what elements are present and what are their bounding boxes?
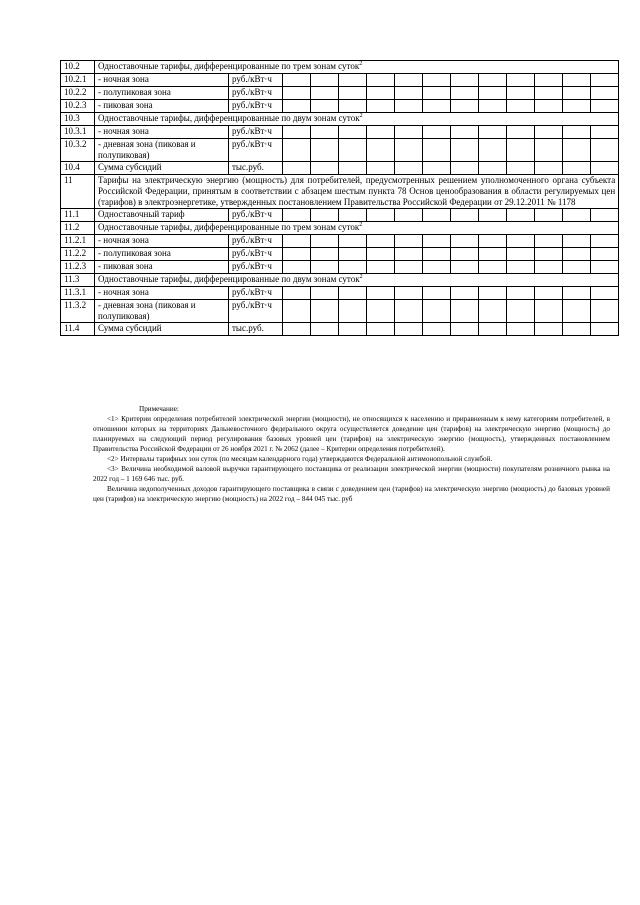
empty-value-cell xyxy=(339,100,367,113)
empty-value-cell xyxy=(507,162,535,175)
empty-value-cell xyxy=(283,209,311,222)
empty-value-cell xyxy=(395,248,423,261)
table-body xyxy=(61,61,619,336)
empty-value-cell xyxy=(395,162,423,175)
empty-value-cell xyxy=(283,87,311,100)
empty-value-cell xyxy=(423,300,451,323)
row-unit: руб./кВт·ч xyxy=(229,261,283,274)
empty-value-cell xyxy=(283,139,311,162)
empty-value-cell xyxy=(535,126,563,139)
empty-value-cell xyxy=(423,126,451,139)
row-unit: руб./кВт·ч xyxy=(229,100,283,113)
empty-value-cell xyxy=(367,87,395,100)
empty-value-cell xyxy=(283,126,311,139)
empty-value-cell xyxy=(563,209,591,222)
table-section-row xyxy=(61,222,619,235)
empty-value-cell xyxy=(507,323,535,336)
empty-value-cell xyxy=(479,261,507,274)
row-unit: руб./кВт·ч xyxy=(229,74,283,87)
note-1: <1> Критерии определения потребителей электрической энергии (мощности), не относящихся к населению и приравненным к нему категориям потребителей, в отношении которых на территориях Дальневосточного федерального округа осуществляется доведение цен (тарифов) на электрическую энергию (мощность) до планируемых на следующий период регулирования базовых уровней цен (тарифов) на электрическую энергию (мощность), утвержденных постановлением Правительства Российской Федерации от 26 ноября 2021 г. № 2062 (далее – Критерии определения потребителей). xyxy=(93,415,610,453)
empty-value-cell xyxy=(367,323,395,336)
section-heading xyxy=(95,113,619,126)
row-number: 10.3 xyxy=(61,113,95,126)
empty-value-cell xyxy=(507,100,535,113)
row-number: 11.3 xyxy=(61,274,95,287)
empty-value-cell xyxy=(451,300,479,323)
table-section-row xyxy=(61,175,619,209)
empty-value-cell xyxy=(451,261,479,274)
empty-value-cell xyxy=(591,209,619,222)
empty-value-cell xyxy=(311,100,339,113)
empty-value-cell xyxy=(591,323,619,336)
empty-value-cell xyxy=(423,248,451,261)
empty-value-cell xyxy=(395,323,423,336)
empty-value-cell xyxy=(535,162,563,175)
row-number: 11 xyxy=(61,175,95,209)
note-4: Величина недополученных доходов гарантирующего поставщика в связи с доведением цен (тарифов) на электрическую энергию (мощность) до базовых уровней цен (тарифов) на электрическую энергию (мощность) на 2022 год – 844 045 тыс. руб xyxy=(93,485,610,503)
empty-value-cell xyxy=(367,126,395,139)
empty-value-cell xyxy=(479,300,507,323)
empty-value-cell xyxy=(451,248,479,261)
row-number: 10.2.3 xyxy=(61,100,95,113)
empty-value-cell xyxy=(451,162,479,175)
empty-value-cell xyxy=(591,162,619,175)
empty-value-cell xyxy=(535,323,563,336)
empty-value-cell xyxy=(591,300,619,323)
empty-value-cell xyxy=(507,87,535,100)
row-name: Сумма субсидий xyxy=(95,323,229,336)
empty-value-cell xyxy=(507,139,535,162)
row-number: 11.2 xyxy=(61,222,95,235)
empty-value-cell xyxy=(451,235,479,248)
row-unit: руб./кВт·ч xyxy=(229,235,283,248)
tariff-table-container xyxy=(60,60,616,336)
empty-value-cell xyxy=(563,261,591,274)
empty-value-cell xyxy=(591,248,619,261)
row-number: 10.4 xyxy=(61,162,95,175)
row-name: - ночная зона xyxy=(95,74,229,87)
empty-value-cell xyxy=(367,248,395,261)
empty-value-cell xyxy=(311,287,339,300)
empty-value-cell xyxy=(479,162,507,175)
row-name: - ночная зона xyxy=(95,235,229,248)
empty-value-cell xyxy=(563,248,591,261)
empty-value-cell xyxy=(283,323,311,336)
empty-value-cell xyxy=(451,323,479,336)
empty-value-cell xyxy=(563,323,591,336)
empty-value-cell xyxy=(423,235,451,248)
row-number: 10.2.2 xyxy=(61,87,95,100)
table-section-row xyxy=(61,113,619,126)
empty-value-cell xyxy=(311,139,339,162)
row-name: Сумма субсидий xyxy=(95,162,229,175)
empty-value-cell xyxy=(367,139,395,162)
row-name: Одноставочный тариф xyxy=(95,209,229,222)
empty-value-cell xyxy=(423,209,451,222)
empty-value-cell xyxy=(339,139,367,162)
row-number: 11.4 xyxy=(61,323,95,336)
empty-value-cell xyxy=(591,287,619,300)
empty-value-cell xyxy=(339,74,367,87)
footnote-marker: 2 xyxy=(359,222,363,228)
empty-value-cell xyxy=(479,74,507,87)
empty-value-cell xyxy=(535,74,563,87)
row-number: 11.2.2 xyxy=(61,248,95,261)
empty-value-cell xyxy=(339,235,367,248)
empty-value-cell xyxy=(339,162,367,175)
empty-value-cell xyxy=(451,126,479,139)
empty-value-cell xyxy=(395,100,423,113)
empty-value-cell xyxy=(367,162,395,175)
empty-value-cell xyxy=(451,74,479,87)
empty-value-cell xyxy=(451,87,479,100)
empty-value-cell xyxy=(591,100,619,113)
table-row xyxy=(61,248,619,261)
section-heading-text: Одноставочные тарифы, дифференцированные по двум зонам суток xyxy=(98,113,360,123)
empty-value-cell xyxy=(591,139,619,162)
table-row xyxy=(61,261,619,274)
empty-value-cell xyxy=(395,209,423,222)
empty-value-cell xyxy=(339,248,367,261)
empty-value-cell xyxy=(479,100,507,113)
empty-value-cell xyxy=(591,87,619,100)
empty-value-cell xyxy=(283,100,311,113)
empty-value-cell xyxy=(339,300,367,323)
empty-value-cell xyxy=(283,261,311,274)
empty-value-cell xyxy=(367,235,395,248)
section-heading-text: Одноставочные тарифы, дифференцированные по двум зонам суток xyxy=(98,274,360,284)
section-heading-text: Тарифы на электрическую энергию (мощность) для потребителей, предусмотренных решением уполномоченного органа субъекта Российской Федерации, принятым в соответствии с абзацем шестым пункта 78 Основ ценообразования в области регулируемых цен (тарифов) в электроэнергетике, утвержденных постановлением Правительства Российской Федерации от 29.12.2011 № 1178 xyxy=(98,175,616,207)
empty-value-cell xyxy=(507,287,535,300)
empty-value-cell xyxy=(563,74,591,87)
empty-value-cell xyxy=(311,74,339,87)
note-2: <2> Интервалы тарифных зон суток (по месяцам календарного года) утверждаются Федеральной антимонопольной службой. xyxy=(107,455,493,463)
empty-value-cell xyxy=(339,323,367,336)
empty-value-cell xyxy=(563,287,591,300)
row-name: - пиковая зона xyxy=(95,100,229,113)
tariff-table xyxy=(60,60,619,336)
empty-value-cell xyxy=(395,74,423,87)
empty-value-cell xyxy=(283,300,311,323)
empty-value-cell xyxy=(311,248,339,261)
empty-value-cell xyxy=(367,74,395,87)
row-name: - дневная зона (пиковая и полупиковая) xyxy=(95,139,229,162)
note-3: <3> Величина необходимой валовой выручки гарантирующего поставщика от реализации электрической энергии (мощности) покупателям розничного рынка на 2022 год – 1 169 646 тыс. руб. xyxy=(93,465,610,483)
empty-value-cell xyxy=(563,300,591,323)
empty-value-cell xyxy=(563,162,591,175)
table-row xyxy=(61,209,619,222)
row-name: - пиковая зона xyxy=(95,261,229,274)
table-row xyxy=(61,87,619,100)
section-heading xyxy=(95,61,619,74)
empty-value-cell xyxy=(311,87,339,100)
empty-value-cell xyxy=(535,235,563,248)
row-unit: руб./кВт·ч xyxy=(229,248,283,261)
empty-value-cell xyxy=(507,126,535,139)
empty-value-cell xyxy=(563,139,591,162)
empty-value-cell xyxy=(395,87,423,100)
empty-value-cell xyxy=(367,300,395,323)
row-number: 10.2.1 xyxy=(61,74,95,87)
empty-value-cell xyxy=(423,139,451,162)
row-unit: руб./кВт·ч xyxy=(229,139,283,162)
empty-value-cell xyxy=(283,248,311,261)
empty-value-cell xyxy=(535,300,563,323)
footnote-marker: 2 xyxy=(359,61,363,67)
row-name: - дневная зона (пиковая и полупиковая) xyxy=(95,300,229,323)
empty-value-cell xyxy=(395,261,423,274)
empty-value-cell xyxy=(423,323,451,336)
empty-value-cell xyxy=(563,235,591,248)
row-number: 11.2.3 xyxy=(61,261,95,274)
notes-title: Примечание: xyxy=(139,405,179,413)
empty-value-cell xyxy=(339,87,367,100)
empty-value-cell xyxy=(535,87,563,100)
empty-value-cell xyxy=(563,100,591,113)
empty-value-cell xyxy=(339,126,367,139)
empty-value-cell xyxy=(311,235,339,248)
section-heading-text: Одноставочные тарифы, дифференцированные по трем зонам суток xyxy=(98,222,360,232)
empty-value-cell xyxy=(479,139,507,162)
table-row xyxy=(61,235,619,248)
row-unit: руб./кВт·ч xyxy=(229,87,283,100)
row-name: - ночная зона xyxy=(95,287,229,300)
empty-value-cell xyxy=(535,209,563,222)
empty-value-cell xyxy=(423,261,451,274)
empty-value-cell xyxy=(283,235,311,248)
empty-value-cell xyxy=(563,87,591,100)
empty-value-cell xyxy=(423,287,451,300)
empty-value-cell xyxy=(311,300,339,323)
empty-value-cell xyxy=(339,209,367,222)
empty-value-cell xyxy=(535,100,563,113)
empty-value-cell xyxy=(395,287,423,300)
row-unit: руб./кВт·ч xyxy=(229,209,283,222)
empty-value-cell xyxy=(311,126,339,139)
row-name: - полупиковая зона xyxy=(95,87,229,100)
empty-value-cell xyxy=(395,235,423,248)
empty-value-cell xyxy=(451,287,479,300)
row-unit: тыс.руб. xyxy=(229,162,283,175)
table-row xyxy=(61,100,619,113)
empty-value-cell xyxy=(591,235,619,248)
table-row xyxy=(61,126,619,139)
row-unit: руб./кВт·ч xyxy=(229,300,283,323)
empty-value-cell xyxy=(535,261,563,274)
empty-value-cell xyxy=(535,248,563,261)
table-section-row xyxy=(61,274,619,287)
empty-value-cell xyxy=(395,126,423,139)
section-heading xyxy=(95,175,619,209)
empty-value-cell xyxy=(283,162,311,175)
table-row xyxy=(61,162,619,175)
section-heading-text: Одноставочные тарифы, дифференцированные по трем зонам суток xyxy=(98,61,360,71)
empty-value-cell xyxy=(423,87,451,100)
empty-value-cell xyxy=(423,74,451,87)
empty-value-cell xyxy=(479,323,507,336)
row-number: 11.1 xyxy=(61,209,95,222)
empty-value-cell xyxy=(283,287,311,300)
empty-value-cell xyxy=(591,261,619,274)
row-number: 10.3.1 xyxy=(61,126,95,139)
row-number: 10.3.2 xyxy=(61,139,95,162)
row-unit: руб./кВт·ч xyxy=(229,287,283,300)
empty-value-cell xyxy=(311,261,339,274)
row-number: 10.2 xyxy=(61,61,95,74)
empty-value-cell xyxy=(563,126,591,139)
empty-value-cell xyxy=(423,100,451,113)
row-unit: руб./кВт·ч xyxy=(229,126,283,139)
empty-value-cell xyxy=(479,209,507,222)
empty-value-cell xyxy=(479,126,507,139)
empty-value-cell xyxy=(451,209,479,222)
footnote-marker: 2 xyxy=(359,274,363,280)
row-name: - ночная зона xyxy=(95,126,229,139)
empty-value-cell xyxy=(283,74,311,87)
empty-value-cell xyxy=(535,287,563,300)
empty-value-cell xyxy=(367,261,395,274)
row-number: 11.2.1 xyxy=(61,235,95,248)
table-row xyxy=(61,323,619,336)
empty-value-cell xyxy=(367,100,395,113)
empty-value-cell xyxy=(451,139,479,162)
empty-value-cell xyxy=(535,139,563,162)
notes-section xyxy=(93,404,610,504)
empty-value-cell xyxy=(395,139,423,162)
table-row xyxy=(61,287,619,300)
empty-value-cell xyxy=(591,74,619,87)
empty-value-cell xyxy=(479,235,507,248)
section-heading xyxy=(95,222,619,235)
empty-value-cell xyxy=(507,248,535,261)
table-row xyxy=(61,74,619,87)
empty-value-cell xyxy=(367,287,395,300)
empty-value-cell xyxy=(507,261,535,274)
empty-value-cell xyxy=(507,74,535,87)
empty-value-cell xyxy=(507,209,535,222)
table-row xyxy=(61,139,619,162)
empty-value-cell xyxy=(507,300,535,323)
empty-value-cell xyxy=(591,126,619,139)
empty-value-cell xyxy=(479,287,507,300)
footnote-marker: 2 xyxy=(359,113,363,119)
section-heading xyxy=(95,274,619,287)
empty-value-cell xyxy=(339,261,367,274)
row-number: 11.3.1 xyxy=(61,287,95,300)
empty-value-cell xyxy=(311,323,339,336)
empty-value-cell xyxy=(507,235,535,248)
row-unit: тыс.руб. xyxy=(229,323,283,336)
empty-value-cell xyxy=(423,162,451,175)
row-number: 11.3.2 xyxy=(61,300,95,323)
table-row xyxy=(61,300,619,323)
empty-value-cell xyxy=(395,300,423,323)
empty-value-cell xyxy=(311,162,339,175)
empty-value-cell xyxy=(479,87,507,100)
empty-value-cell xyxy=(479,248,507,261)
table-section-row xyxy=(61,61,619,74)
empty-value-cell xyxy=(311,209,339,222)
empty-value-cell xyxy=(367,209,395,222)
empty-value-cell xyxy=(451,100,479,113)
empty-value-cell xyxy=(339,287,367,300)
row-name: - полупиковая зона xyxy=(95,248,229,261)
